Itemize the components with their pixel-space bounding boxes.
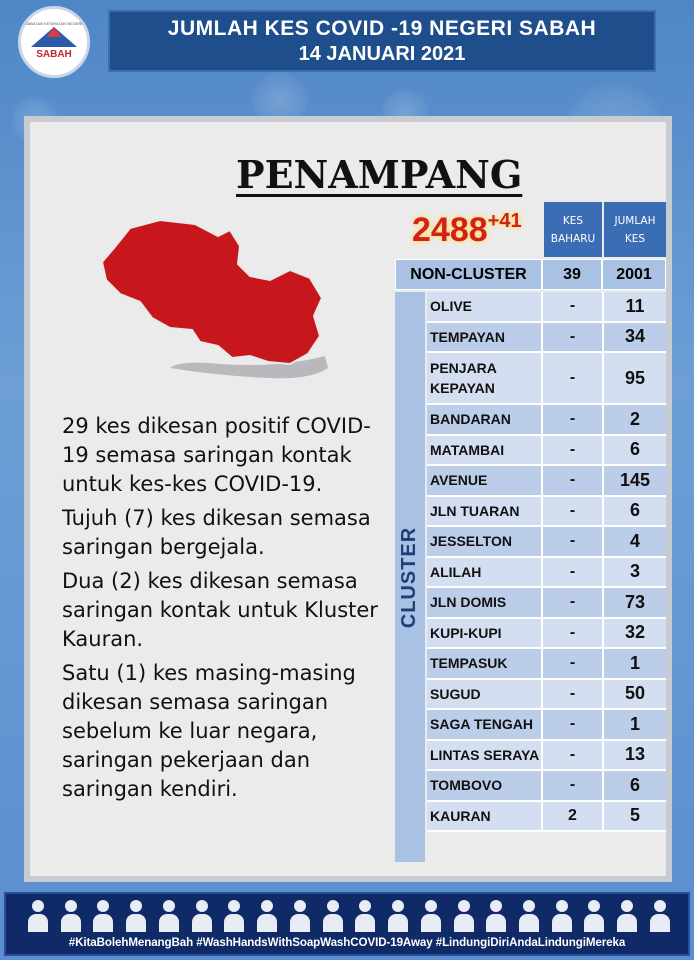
cluster-name: PENJARA KEPAYAN: [430, 360, 497, 396]
cluster-kes-baharu: -: [541, 466, 602, 495]
cluster-kes-baharu: -: [541, 649, 602, 678]
cluster-label: [395, 292, 425, 862]
cluster-name: JLN DOMIS: [430, 594, 507, 611]
cluster-jumlah-kes: 95: [602, 353, 666, 403]
header-banner: [108, 10, 656, 72]
table-row: [427, 558, 666, 589]
cluster-name: KAURAN: [430, 807, 491, 824]
cluster-name: BANDARAN: [430, 411, 511, 428]
cluster-name: TOMBOVO: [430, 777, 503, 794]
cluster-jumlah-kes: 11: [602, 292, 666, 321]
total-count: 2488: [412, 211, 488, 249]
cluster-kes-baharu: -: [541, 497, 602, 526]
cluster-jumlah-kes: 34: [602, 323, 666, 352]
description-paragraph: Tujuh (7) kes dikesan semasa saringan bergejala.: [62, 506, 371, 559]
cluster-name: KUPI-KUPI: [430, 624, 502, 641]
cluster-kes-baharu: -: [541, 771, 602, 800]
person-icon: [386, 898, 410, 934]
person-icon: [452, 898, 476, 934]
person-icon: [255, 898, 279, 934]
person-icon: [353, 898, 377, 934]
cluster-jumlah-kes: 13: [602, 741, 666, 770]
person-icon: [517, 898, 541, 934]
person-icon: [157, 898, 181, 934]
non-cluster-baru: 39: [542, 259, 602, 290]
cluster-jumlah-kes: 145: [602, 466, 666, 495]
table-row: [427, 680, 666, 711]
table-row: [427, 436, 666, 467]
cluster-jumlah-kes: 5: [602, 802, 666, 831]
table-header: [544, 202, 666, 257]
table-row: [427, 405, 666, 436]
cluster-kes-baharu: -: [541, 323, 602, 352]
non-cluster-row: [395, 259, 666, 290]
cluster-name: JLN TUARAN: [430, 502, 520, 519]
cluster-kes-baharu: -: [541, 741, 602, 770]
new-cases: +41: [487, 210, 522, 232]
table-row: [427, 741, 666, 772]
cluster-label-text: CLUSTER: [398, 526, 421, 628]
cluster-name: SAGA TENGAH: [430, 716, 533, 733]
cluster-name: SUGUD: [430, 685, 481, 702]
cluster-name: TEMPASUK: [430, 655, 508, 672]
table-row: [427, 292, 666, 323]
logo-text: SABAH: [36, 48, 72, 60]
description-paragraph: Dua (2) kes dikesan semasa saringan kontak untuk Kluster Kauran.: [62, 569, 378, 651]
cluster-jumlah-kes: 73: [602, 588, 666, 617]
table-row: [427, 588, 666, 619]
col-jumlah-kes: JUMLAH KES: [604, 202, 666, 257]
table-row: [427, 802, 666, 833]
person-icon: [190, 898, 214, 934]
sabah-logo: [18, 6, 90, 78]
person-icon: [615, 898, 639, 934]
logo-subtext: JABATAN KESIHATAN NEGERI: [25, 21, 83, 26]
person-icon: [26, 898, 50, 934]
person-icon: [91, 898, 115, 934]
table-row: [427, 497, 666, 528]
case-description: [62, 412, 392, 809]
person-icon: [321, 898, 345, 934]
cluster-jumlah-kes: 32: [602, 619, 666, 648]
cluster-kes-baharu: -: [541, 680, 602, 709]
non-cluster-jumlah: 2001: [602, 259, 666, 290]
col-kes-baharu: KES BAHARU: [544, 202, 602, 257]
cluster-jumlah-kes: 4: [602, 527, 666, 556]
person-icon: [550, 898, 574, 934]
person-icon: [222, 898, 246, 934]
cluster-kes-baharu: -: [541, 436, 602, 465]
cluster-jumlah-kes: 6: [602, 497, 666, 526]
cluster-jumlah-kes: 6: [602, 771, 666, 800]
cluster-jumlah-kes: 50: [602, 680, 666, 709]
cluster-kes-baharu: -: [541, 710, 602, 739]
frontliners-row: [26, 898, 672, 934]
cluster-kes-baharu: -: [541, 292, 602, 321]
district-title: PENAMPANG: [236, 152, 523, 197]
person-icon: [59, 898, 83, 934]
description-paragraph: Satu (1) kes masing-masing dikesan semasa saringan sebelum ke luar negara, saringan pekerjaan dan saringan kendiri.: [62, 661, 356, 801]
header-title: JUMLAH KES COVID -19 NEGERI SABAH: [167, 16, 597, 40]
table-row: [427, 527, 666, 558]
non-cluster-label: NON-CLUSTER: [395, 259, 542, 290]
cluster-name: MATAMBAI: [430, 441, 505, 458]
cluster-name: TEMPAYAN: [430, 328, 505, 345]
table-row: [427, 353, 666, 405]
cluster-name: OLIVE: [430, 298, 473, 315]
cluster-jumlah-kes: 1: [602, 649, 666, 678]
cluster-name: AVENUE: [430, 472, 488, 489]
person-icon: [124, 898, 148, 934]
table-row: [427, 323, 666, 354]
cluster-kes-baharu: -: [541, 588, 602, 617]
cluster-name: JESSELTON: [430, 533, 512, 550]
cluster-jumlah-kes: 1: [602, 710, 666, 739]
cluster-kes-baharu: -: [541, 405, 602, 434]
person-icon: [419, 898, 443, 934]
table-row: [427, 771, 666, 802]
cluster-kes-baharu: -: [541, 619, 602, 648]
footer-banner: [4, 892, 690, 956]
cluster-kes-baharu: 2: [541, 802, 602, 831]
district-map-icon: [100, 218, 330, 388]
cluster-kes-baharu: -: [541, 558, 602, 587]
table-row: [427, 466, 666, 497]
cluster-name: LINTAS SERAYA: [430, 746, 540, 763]
cluster-jumlah-kes: 2: [602, 405, 666, 434]
cluster-jumlah-kes: 6: [602, 436, 666, 465]
cluster-rows: [427, 292, 666, 832]
person-icon: [648, 898, 672, 934]
table-row: [427, 649, 666, 680]
mountain-icon: [31, 25, 77, 47]
cluster-kes-baharu: -: [541, 353, 602, 403]
description-paragraph: 29 kes dikesan positif COVID-19 semasa saringan kontak untuk kes-kes COVID-19.: [62, 414, 371, 496]
cluster-jumlah-kes: 3: [602, 558, 666, 587]
cluster-name: ALILAH: [430, 563, 482, 580]
footer-hashtags: #KitaBolehMenangBah #WashHandsWithSoapWashCOVID-19Away #LindungiDiriAndaLindungiMereka: [68, 936, 626, 949]
table-row: [427, 710, 666, 741]
cluster-kes-baharu: -: [541, 527, 602, 556]
person-icon: [582, 898, 606, 934]
header-date: 14 JANUARI 2021: [298, 42, 466, 65]
total-cases: [412, 210, 522, 250]
table-row: [427, 619, 666, 650]
person-icon: [288, 898, 312, 934]
person-icon: [484, 898, 508, 934]
info-panel: [24, 116, 672, 882]
